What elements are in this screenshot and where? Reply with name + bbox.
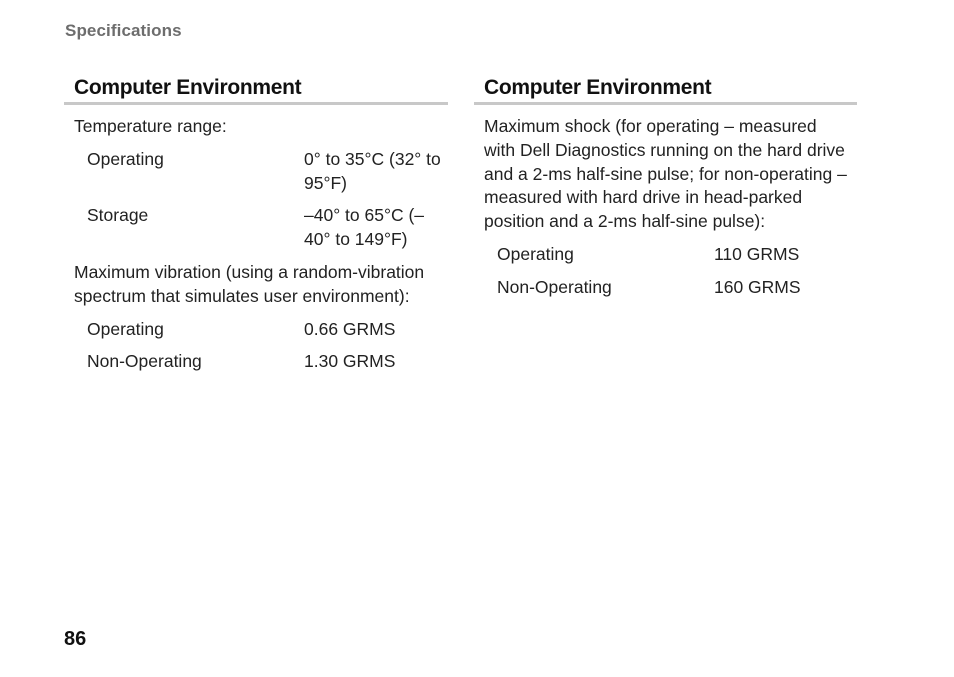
shock-operating-row — [474, 243, 857, 267]
vibration-non-operating-row — [64, 350, 448, 374]
left-column — [64, 74, 448, 374]
shock-non-operating-row — [474, 276, 857, 300]
vibration-intro: Maximum vibration (using a random-vibration spectrum that simulates user environment): — [74, 261, 425, 306]
spec-label: Operating — [87, 148, 164, 169]
spec-value: 1.30 GRMS — [304, 351, 396, 372]
spec-label: Operating — [87, 318, 164, 339]
left-column-heading: Computer Environment — [64, 74, 448, 105]
spec-value: –40° to 65°C (–40° to 149°F) — [304, 205, 425, 250]
temperature-storage-row — [64, 204, 448, 252]
spec-label: Non-Operating — [497, 276, 612, 297]
section-title: Specifications — [65, 21, 182, 40]
spec-label: Storage — [87, 205, 149, 226]
right-column — [474, 74, 857, 300]
spec-value: 110 GRMS — [714, 243, 800, 264]
spec-value: 0.66 GRMS — [304, 318, 396, 339]
page-number: 86 — [64, 628, 87, 650]
right-column-heading: Computer Environment — [474, 74, 857, 105]
shock-intro: Maximum shock (for operating – measured with Dell Diagnostics running on the hard drive and a 2-ms half-sine pulse; for non-operating – measured with hard drive in head-parked position and a 2-ms half-sine pulse): — [484, 116, 847, 232]
temperature-intro: Temperature range: — [74, 116, 227, 136]
spec-label: Non-Operating — [87, 351, 202, 372]
spec-value: 0° to 35°C (32° to 95°F) — [304, 148, 441, 193]
vibration-operating-row — [64, 318, 448, 342]
spec-label: Operating — [497, 243, 574, 264]
temperature-operating-row — [64, 148, 448, 196]
spec-value: 160 GRMS — [714, 276, 801, 297]
